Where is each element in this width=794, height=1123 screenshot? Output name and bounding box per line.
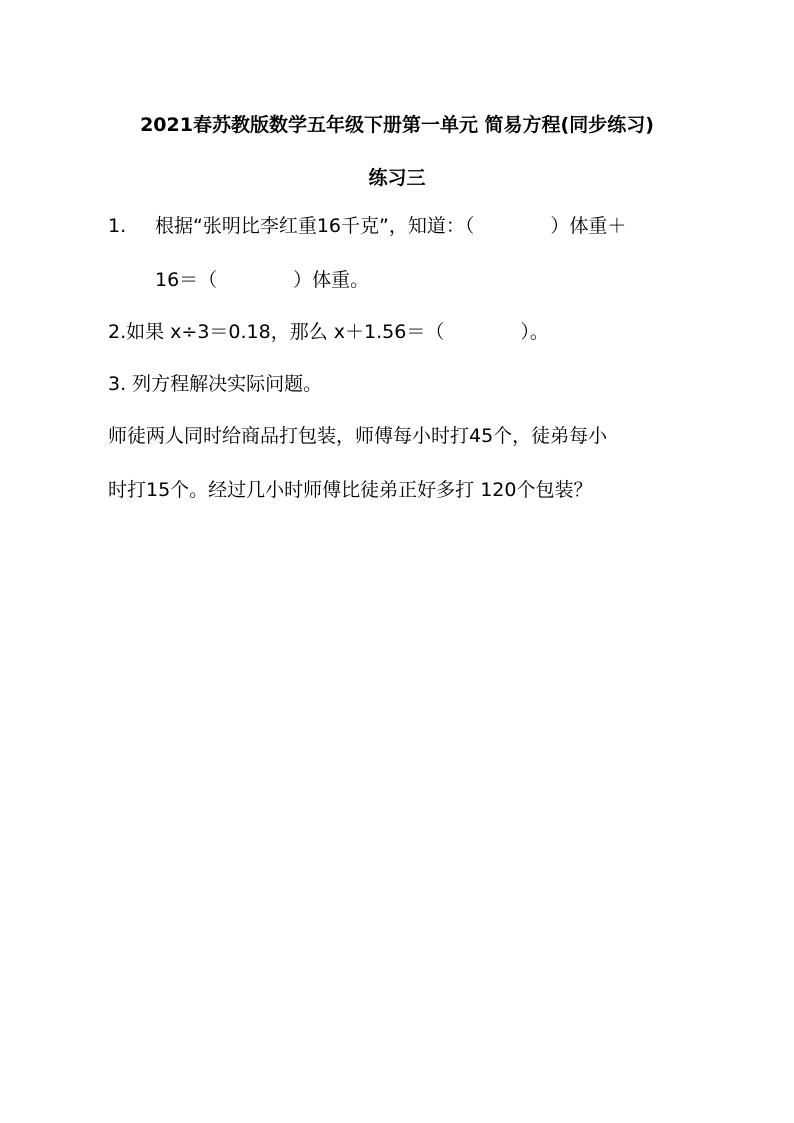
section-title: 练习三 — [368, 167, 426, 189]
document-title: 2021春苏教版数学五年级下册第一单元 简易方程(同步练习) — [140, 114, 654, 136]
question-2: 2.如果 x÷3＝0.18，那么 x＋1.56＝（ ）。 — [108, 321, 549, 343]
question-3-problem-line-2: 时打15个。经过几小时师傅比徒弟正好多打 120个包装？ — [108, 479, 593, 501]
question-1-number: 1. — [108, 215, 127, 237]
question-1-text: 根据“张明比李红重16千克”，知道：（ ）体重＋ — [155, 215, 627, 237]
question-1-line-2: 16＝（ ）体重。 — [155, 269, 370, 291]
question-3-problem-line-1: 师徒两人同时给商品打包装，师傅每小时打45个，徒弟每小 — [108, 425, 608, 447]
question-1-line-1 — [108, 214, 626, 238]
question-3-heading: 3. 列方程解决实际问题。 — [108, 373, 323, 395]
